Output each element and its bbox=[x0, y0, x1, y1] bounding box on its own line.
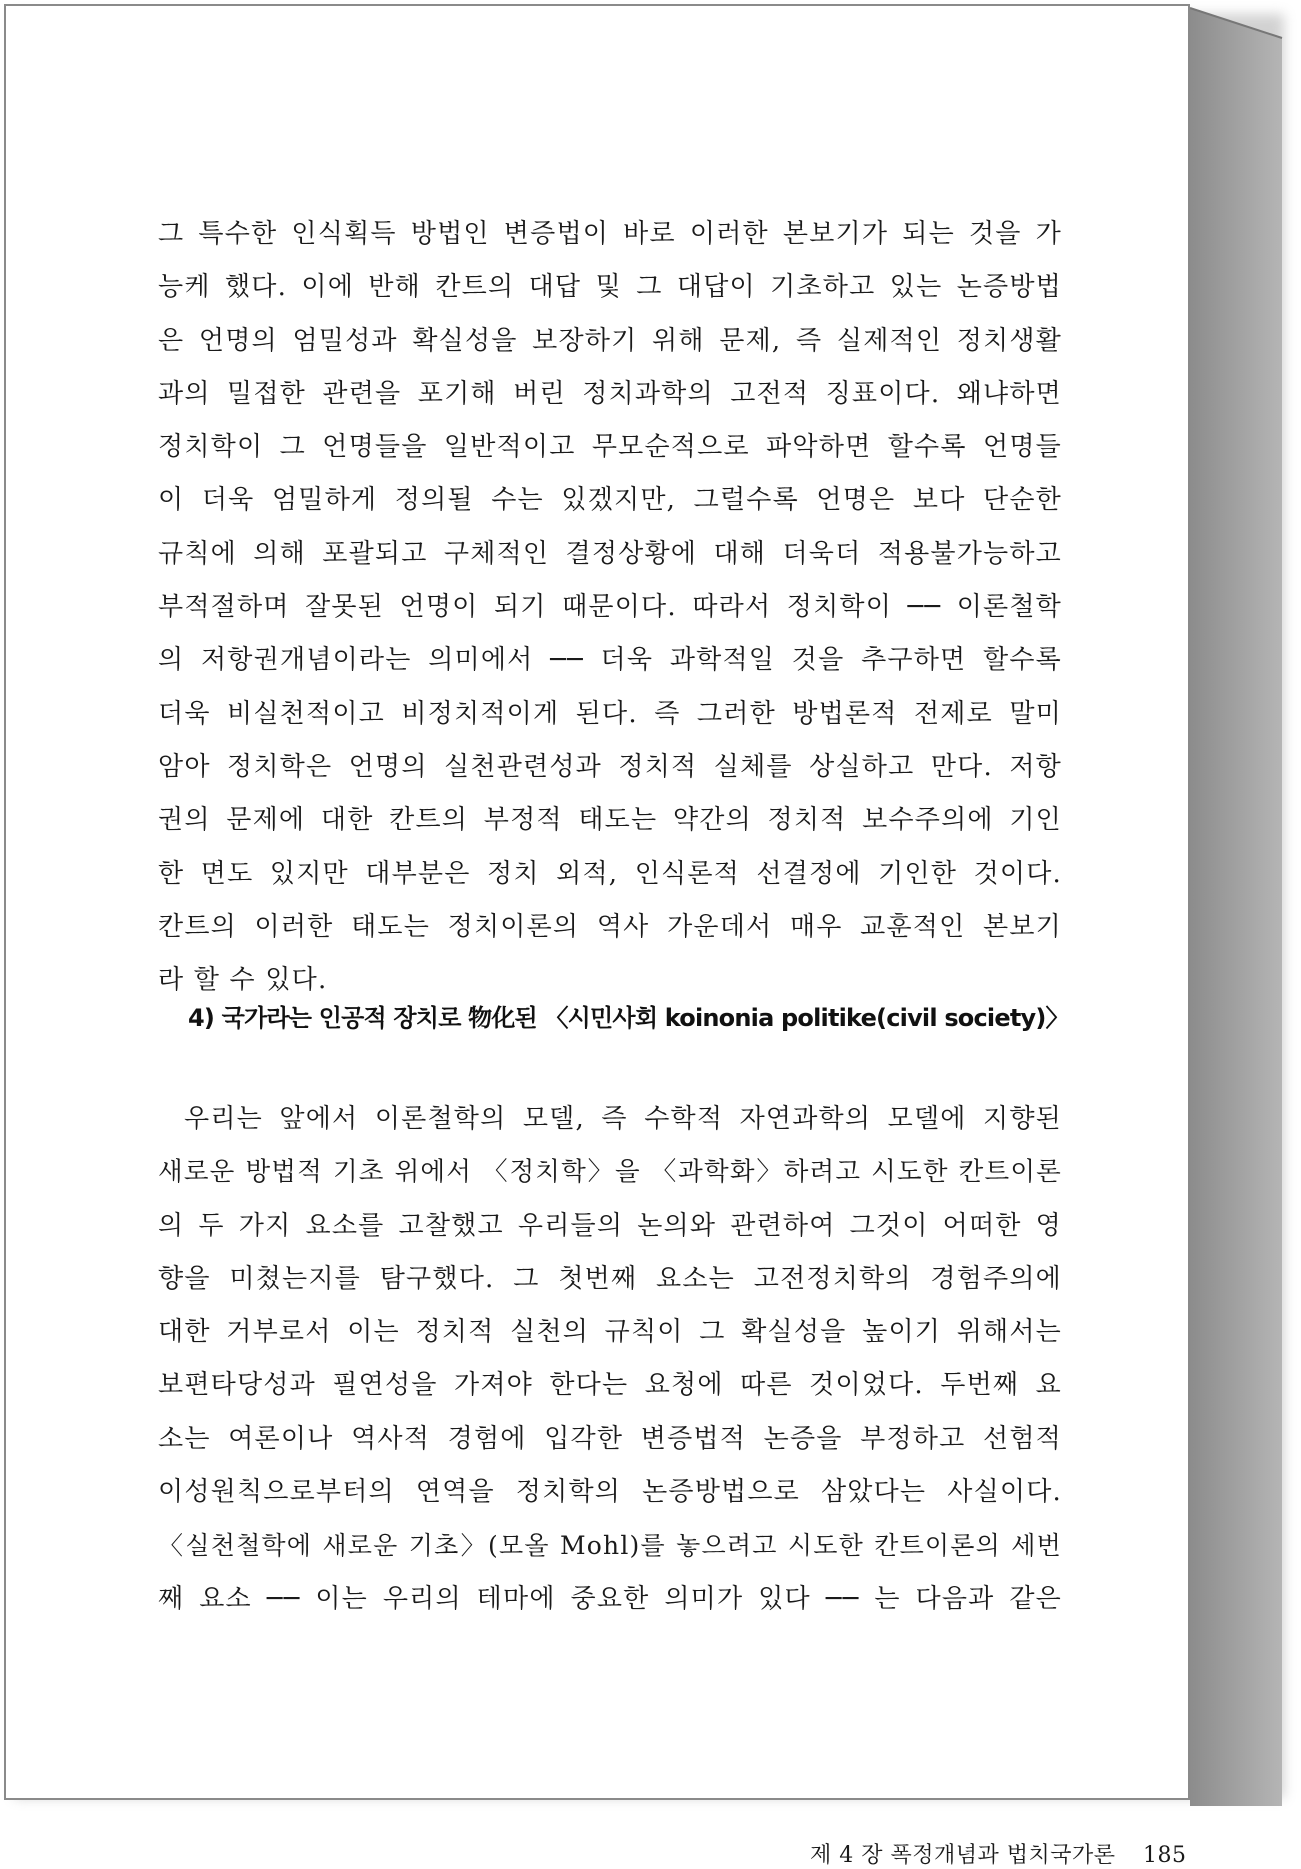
text-line: 그 특수한 인식획득 방법인 변증법이 바로 이러한 본보기가 되는 것을 가 bbox=[158, 219, 1062, 249]
text-line: 보편타당성과 필연성을 가져야 한다는 요청에 따른 것이었다. 두번째 요 bbox=[158, 1370, 1062, 1401]
text-line: 칸트의 이러한 태도는 정치이론의 역사 가운데서 매우 교훈적인 본보기 bbox=[158, 911, 1062, 942]
section-heading: 4) 국가라는 인공적 장치로 物化된 〈시민사회 koinonia politike(civil society)〉 bbox=[188, 1004, 1069, 1032]
text-line: 규칙에 의해 포괄되고 구체적인 결정상황에 대해 더욱더 적용불가능하고 bbox=[158, 538, 1062, 569]
text-line: 라 할 수 있다. bbox=[158, 965, 328, 996]
text-line: 한 면도 있지만 대부분은 정치 외적, 인식론적 선결정에 기인한 것이다. bbox=[158, 858, 1062, 889]
text-line: 이 더욱 엄밀하게 정의될 수는 있겠지만, 그럴수록 언명은 보다 단순한 bbox=[158, 485, 1062, 516]
text-line: 우리는 앞에서 이론철학의 모델, 즉 수학적 자연과학의 모델에 지향된 bbox=[184, 1104, 1062, 1134]
text-line: 향을 미쳤는지를 탐구했다. 그 첫번째 요소는 고전정치학의 경험주의에 bbox=[158, 1263, 1062, 1294]
paragraph-1 bbox=[158, 208, 1062, 1007]
page-body bbox=[158, 208, 1187, 1868]
chapter-title: 제 4 장 폭정개념과 법치국가론 bbox=[810, 1843, 1116, 1868]
text-line: 의 두 가지 요소를 고찰했고 우리들의 논의와 관련하여 그것이 어떠한 영 bbox=[158, 1210, 1062, 1241]
text-line: 능케 했다. 이에 반해 칸트의 대답 및 그 대답이 기초하고 있는 논증방법 bbox=[158, 272, 1062, 303]
text-line: 소는 여론이나 역사적 경험에 입각한 변증법적 논증을 부정하고 선험적 bbox=[158, 1423, 1062, 1454]
text-line: 이성원칙으로부터의 연역을 정치학의 논증방법으로 삼았다는 사실이다. bbox=[158, 1477, 1062, 1508]
text-line: 더욱 비실천적이고 비정치적이게 된다. 즉 그러한 방법론적 전제로 말미 bbox=[158, 698, 1062, 729]
text-line: 대한 거부로서 이는 정치적 실천의 규칙이 그 확실성을 높이기 위해서는 bbox=[158, 1317, 1062, 1348]
running-footer bbox=[810, 1838, 1187, 1869]
text-line: 은 언명의 엄밀성과 확실성을 보장하기 위해 문제, 즉 실제적인 정치생활 bbox=[158, 325, 1062, 356]
text-line: 의 저항권개념이라는 의미에서 ── 더욱 과학적일 것을 추구하면 할수록 bbox=[158, 645, 1062, 676]
text-line: 새로운 방법적 기초 위에서 〈정치학〉을 〈과학화〉하려고 시도한 칸트이론 bbox=[158, 1157, 1062, 1188]
page-number: 185 bbox=[1143, 1843, 1187, 1868]
text-line: 째 요소 ── 이는 우리의 테마에 중요한 의미가 있다 ── 는 다음과 같은 bbox=[158, 1583, 1062, 1614]
text-line: 과의 밀접한 관련을 포기해 버린 정치과학의 고전적 징표이다. 왜냐하면 bbox=[158, 378, 1062, 409]
text-line: 〈실천철학에 새로운 기초〉(모올 Mohl)를 놓으려고 시도한 칸트이론의 세번 bbox=[158, 1531, 1062, 1561]
text-line: 부적절하며 잘못된 언명이 되기 때문이다. 따라서 정치학이 ── 이론철학 bbox=[158, 592, 1062, 623]
book-page bbox=[4, 4, 1190, 1868]
text-line: 권의 문제에 대한 칸트의 부정적 태도는 약간의 정치적 보수주의에 기인 bbox=[158, 805, 1062, 836]
text-line: 암아 정치학은 언명의 실천관련성과 정치적 실체를 상실하고 만다. 저항 bbox=[158, 751, 1062, 782]
book-page-edge bbox=[1176, 0, 1296, 1806]
text-line: 정치학이 그 언명들을 일반적이고 무모순적으로 파악하면 할수록 언명들 bbox=[158, 432, 1062, 463]
paragraph-2 bbox=[158, 1093, 1062, 1626]
